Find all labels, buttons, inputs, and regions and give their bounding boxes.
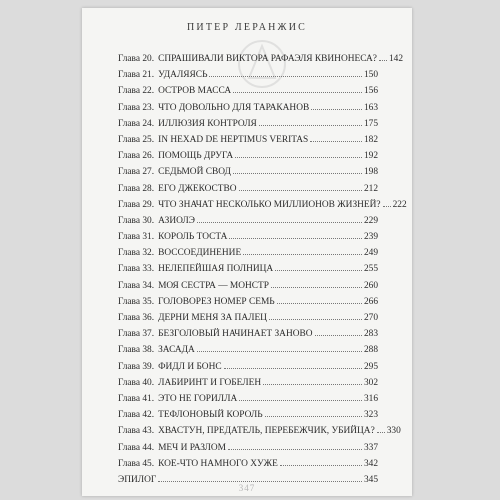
- chapter-label: Глава 20.: [118, 54, 155, 64]
- chapter-page-number: 182: [363, 134, 378, 145]
- chapter-page-number: 316: [363, 393, 378, 404]
- chapter-label: Глава 28.: [118, 183, 155, 194]
- dot-leader: [197, 351, 362, 352]
- chapter-label: Глава 21.: [118, 70, 155, 81]
- chapter-title: ЭПИЛОГ: [118, 474, 157, 485]
- toc-entry: [118, 216, 378, 232]
- chapter-title: ЭТО НЕ ГОРИЛЛА: [158, 393, 238, 404]
- chapter-label: Глава 26.: [118, 151, 155, 162]
- dot-leader: [263, 384, 362, 385]
- chapter-title: ЧТО ЗНАЧАТ НЕСКОЛЬКО МИЛЛИОНОВ ЖИЗНЕЙ?: [158, 199, 381, 210]
- chapter-title: ЗАСАДА: [158, 345, 195, 356]
- dot-leader: [311, 109, 362, 110]
- chapter-title: КОЕ-ЧТО НАМНОГО ХУЖЕ: [158, 458, 278, 469]
- chapter-title: ТЕФЛОНОВЫЙ КОРОЛЬ: [158, 410, 263, 421]
- toc-entry: [118, 329, 378, 345]
- dot-leader: [265, 416, 362, 417]
- chapter-label: Глава 35.: [118, 296, 155, 307]
- dot-leader: [239, 400, 362, 401]
- toc-entry: [118, 232, 378, 248]
- chapter-page-number: 156: [363, 86, 378, 97]
- chapter-page-number: 283: [363, 329, 378, 340]
- chapter-title: МОЯ СЕСТРА — МОНСТР: [158, 280, 269, 291]
- chapter-title: СЕДЬМОЙ СВОД: [158, 167, 231, 178]
- chapter-label: Глава 40.: [118, 377, 155, 388]
- toc-entry: [118, 394, 378, 410]
- chapter-label: Глава 43.: [118, 426, 155, 437]
- chapter-label: Глава 32.: [118, 248, 155, 259]
- chapter-page-number: 323: [363, 410, 378, 421]
- chapter-page-number: 266: [363, 296, 378, 307]
- chapter-page-number: 150: [363, 70, 378, 81]
- chapter-title: ЧТО ДОВОЛЬНО ДЛЯ ТАРАКАНОВ: [158, 102, 310, 113]
- toc-entry: [118, 459, 378, 475]
- dot-leader: [310, 141, 362, 142]
- chapter-title: ХВАСТУН, ПРЕДАТЕЛЬ, ПЕРЕБЕЖЧИК, УБИЙЦА?: [158, 426, 375, 437]
- toc-entry: [118, 410, 378, 426]
- chapter-label: Глава 45.: [118, 458, 155, 469]
- chapter-page-number: 239: [363, 232, 378, 243]
- toc-entry: [118, 313, 378, 329]
- chapter-page-number: 295: [363, 361, 378, 372]
- chapter-label: Глава 38.: [118, 345, 155, 356]
- toc-entry: [118, 281, 378, 297]
- dot-leader: [233, 92, 362, 93]
- dot-leader: [277, 303, 362, 304]
- dot-leader: [158, 481, 362, 482]
- footer-page-number: 347: [238, 483, 256, 493]
- dot-leader: [379, 60, 387, 61]
- chapter-label: Глава 30.: [118, 215, 155, 226]
- dot-leader: [280, 465, 362, 466]
- dot-leader: [229, 238, 362, 239]
- chapter-page-number: 163: [363, 102, 378, 113]
- chapter-label: Глава 33.: [118, 264, 155, 275]
- toc-entry: [118, 119, 378, 135]
- dot-leader: [269, 319, 362, 320]
- running-header: ПИТЕР ЛЕРАНЖИС: [187, 22, 307, 33]
- toc-entry: [118, 86, 378, 102]
- chapter-page-number: 302: [363, 377, 378, 388]
- chapter-label: Глава 22.: [118, 86, 155, 97]
- chapter-page-number: 260: [363, 280, 378, 291]
- chapter-title: ЕГО ДЖЕКОСТВО: [158, 183, 237, 194]
- chapter-title: АЗИОЛЭ: [158, 215, 195, 226]
- dot-leader: [228, 449, 362, 450]
- dot-leader: [235, 157, 362, 158]
- dot-leader: [224, 368, 362, 369]
- chapter-title: НЕЛЕПЕЙШАЯ ПОЛНИЦА: [158, 264, 274, 275]
- chapter-title: УДАЛЯЯСЬ: [158, 70, 208, 81]
- toc-entry: [118, 443, 378, 459]
- chapter-label: Глава 23.: [118, 102, 155, 113]
- toc-entry: [118, 426, 401, 442]
- chapter-label: Глава 31.: [118, 232, 155, 243]
- chapter-title: ВОССОЕДИНЕНИЕ: [158, 248, 242, 259]
- chapter-label: Глава 44.: [118, 442, 155, 453]
- chapter-page-number: 192: [363, 151, 378, 162]
- toc-entry: [118, 345, 378, 361]
- chapter-page-number: 175: [363, 118, 378, 129]
- dot-leader: [259, 125, 362, 126]
- chapter-title: ГОЛОВОРЕЗ НОМЕР СЕМЬ: [158, 296, 275, 307]
- chapter-label: Глава 41.: [118, 393, 155, 404]
- dot-leader: [275, 270, 362, 271]
- chapter-label: Глава 25.: [118, 134, 155, 145]
- chapter-page-number: 198: [363, 167, 378, 178]
- chapter-title: МЕЧ И РАЗЛОМ: [158, 442, 227, 453]
- dot-leader: [233, 173, 362, 174]
- dot-leader: [383, 206, 391, 207]
- dot-leader: [377, 432, 385, 433]
- chapter-title: ЛАБИРИНТ И ГОБЕЛЕН: [158, 377, 262, 388]
- chapter-page-number: 255: [363, 264, 378, 275]
- toc-entry: [118, 199, 407, 216]
- chapter-label: Глава 37.: [118, 329, 155, 340]
- chapter-page-number: 270: [363, 313, 378, 323]
- toc-entry: [118, 70, 378, 86]
- toc-entry: [118, 103, 378, 119]
- toc-entry: [118, 167, 378, 183]
- chapter-title: ОСТРОВ МАССА: [158, 86, 232, 97]
- toc-entry: [118, 151, 378, 167]
- toc-entry: [118, 264, 378, 280]
- chapter-page-number: 330: [386, 426, 401, 437]
- chapter-label: Глава 39.: [118, 361, 155, 372]
- chapter-title: КОРОЛЬ ТОСТА: [158, 232, 228, 243]
- dot-leader: [271, 287, 362, 288]
- chapter-label: Глава 42.: [118, 410, 155, 421]
- chapter-page-number: 229: [363, 215, 378, 226]
- toc-entry: [118, 362, 378, 378]
- toc-entry: [118, 54, 403, 70]
- chapter-page-number: 345: [363, 474, 378, 485]
- chapter-title: ФИДЛ И БОНС: [158, 361, 222, 372]
- chapter-title: ИЛЛЮЗИЯ КОНТРОЛЯ: [158, 118, 257, 129]
- dot-leader: [243, 254, 362, 255]
- chapter-title: БЕЗГОЛОВЫЙ НАЧИНАЕТ ЗАНОВО: [158, 329, 313, 340]
- chapter-title: IN HEXAD DE HEPTIMUS VERITAS: [158, 134, 309, 145]
- chapter-page-number: 249: [363, 248, 378, 259]
- chapter-label: Глава 36.: [118, 313, 155, 323]
- chapter-page-number: 337: [363, 442, 378, 453]
- chapter-label: Глава 34.: [118, 280, 155, 291]
- dot-leader: [197, 222, 362, 223]
- chapter-page-number: 288: [363, 345, 378, 356]
- toc-entry: [118, 135, 378, 151]
- toc-entry: [118, 297, 378, 313]
- toc-entry: [118, 248, 378, 264]
- dot-leader: [315, 335, 362, 336]
- chapter-title: ДЕРНИ МЕНЯ ЗА ПАЛЕЦ: [158, 313, 267, 323]
- table-of-contents: [118, 54, 407, 491]
- dot-leader: [239, 190, 362, 191]
- chapter-label: Глава 27.: [118, 167, 155, 178]
- chapter-page-number: 222: [392, 199, 407, 210]
- chapter-page-number: 142: [388, 54, 403, 64]
- toc-entry: [118, 184, 378, 200]
- chapter-label: Глава 24.: [118, 118, 155, 129]
- chapter-page-number: 212: [363, 183, 378, 194]
- chapter-title: ПОМОЩЬ ДРУГА: [158, 151, 234, 162]
- book-page: [82, 8, 412, 496]
- dot-leader: [209, 76, 361, 77]
- chapter-page-number: 342: [363, 458, 378, 469]
- chapter-title: СПРАШИВАЛИ ВИКТОРА РАФАЭЛЯ КВИНОНЕСА?: [158, 54, 377, 64]
- toc-entry: [118, 378, 378, 394]
- chapter-label: Глава 29.: [118, 199, 155, 210]
